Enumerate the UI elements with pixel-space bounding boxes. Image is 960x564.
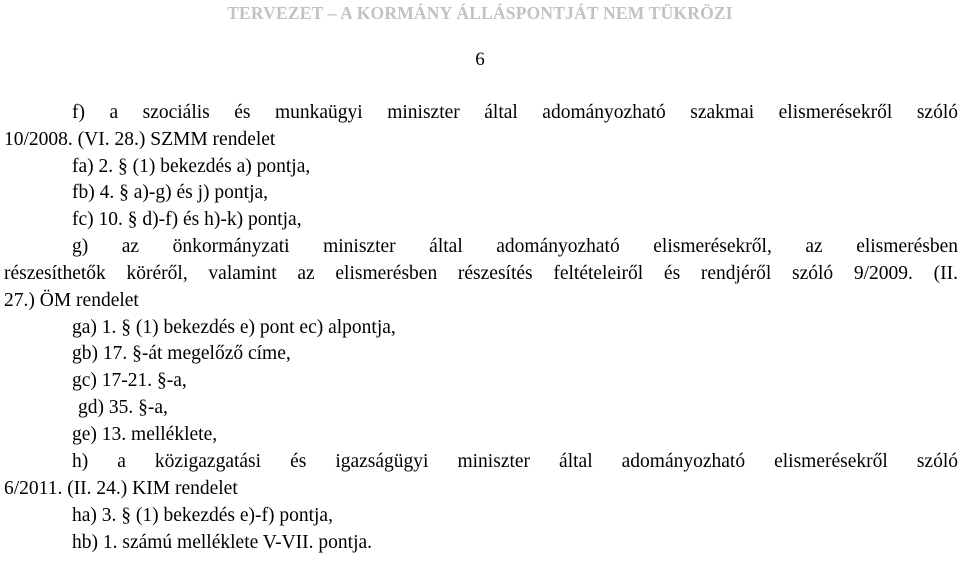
list-item-gb: gb) 17. §-át megelőző címe,	[72, 343, 291, 364]
list-item-fc: fc) 10. § d)-f) és h)-k) pontja,	[72, 209, 302, 230]
list-item-ga: ga) 1. § (1) bekezdés e) pont ec) alpontja,	[72, 317, 396, 338]
list-item-fb: fb) 4. § a)-g) és j) pontja,	[72, 182, 269, 203]
text-line-g-cont: részesíthetők köréről, valamint az elismerésben részesítés feltételeiről és rendjéről szóló 9/2009. (II.	[4, 263, 958, 284]
text-line-f: f) a szociális és munkaügyi miniszter által adományozható szakmai elismerésekről szóló	[72, 102, 958, 123]
list-item-fa: fa) 2. § (1) bekezdés a) pontja,	[72, 156, 311, 177]
list-item-hb: hb) 1. számú melléklete V-VII. pontja.	[72, 532, 373, 553]
text-line-h: h) a közigazgatási és igazságügyi miniszter által adományozható elismerésekről szóló	[72, 451, 958, 472]
list-item-ha: ha) 3. § (1) bekezdés e)-f) pontja,	[72, 505, 333, 526]
list-item-gd: gd) 35. §-a,	[78, 397, 168, 418]
page-number: 6	[475, 49, 485, 70]
text-line-f-cont: 10/2008. (VI. 28.) SZMM rendelet	[4, 129, 276, 150]
text-line-g-end: 27.) ÖM rendelet	[4, 290, 139, 311]
draft-watermark: TERVEZET – A KORMÁNY ÁLLÁSPONTJÁT NEM TÜKRÖZI	[227, 3, 733, 23]
list-item-ge: ge) 13. melléklete,	[72, 424, 218, 445]
text-line-g: g) az önkormányzati miniszter által adományozható elismerésekről, az elismerésben	[72, 236, 958, 257]
text-line-h-cont: 6/2011. (II. 24.) KIM rendelet	[4, 478, 238, 499]
list-item-gc: gc) 17-21. §-a,	[72, 370, 187, 391]
